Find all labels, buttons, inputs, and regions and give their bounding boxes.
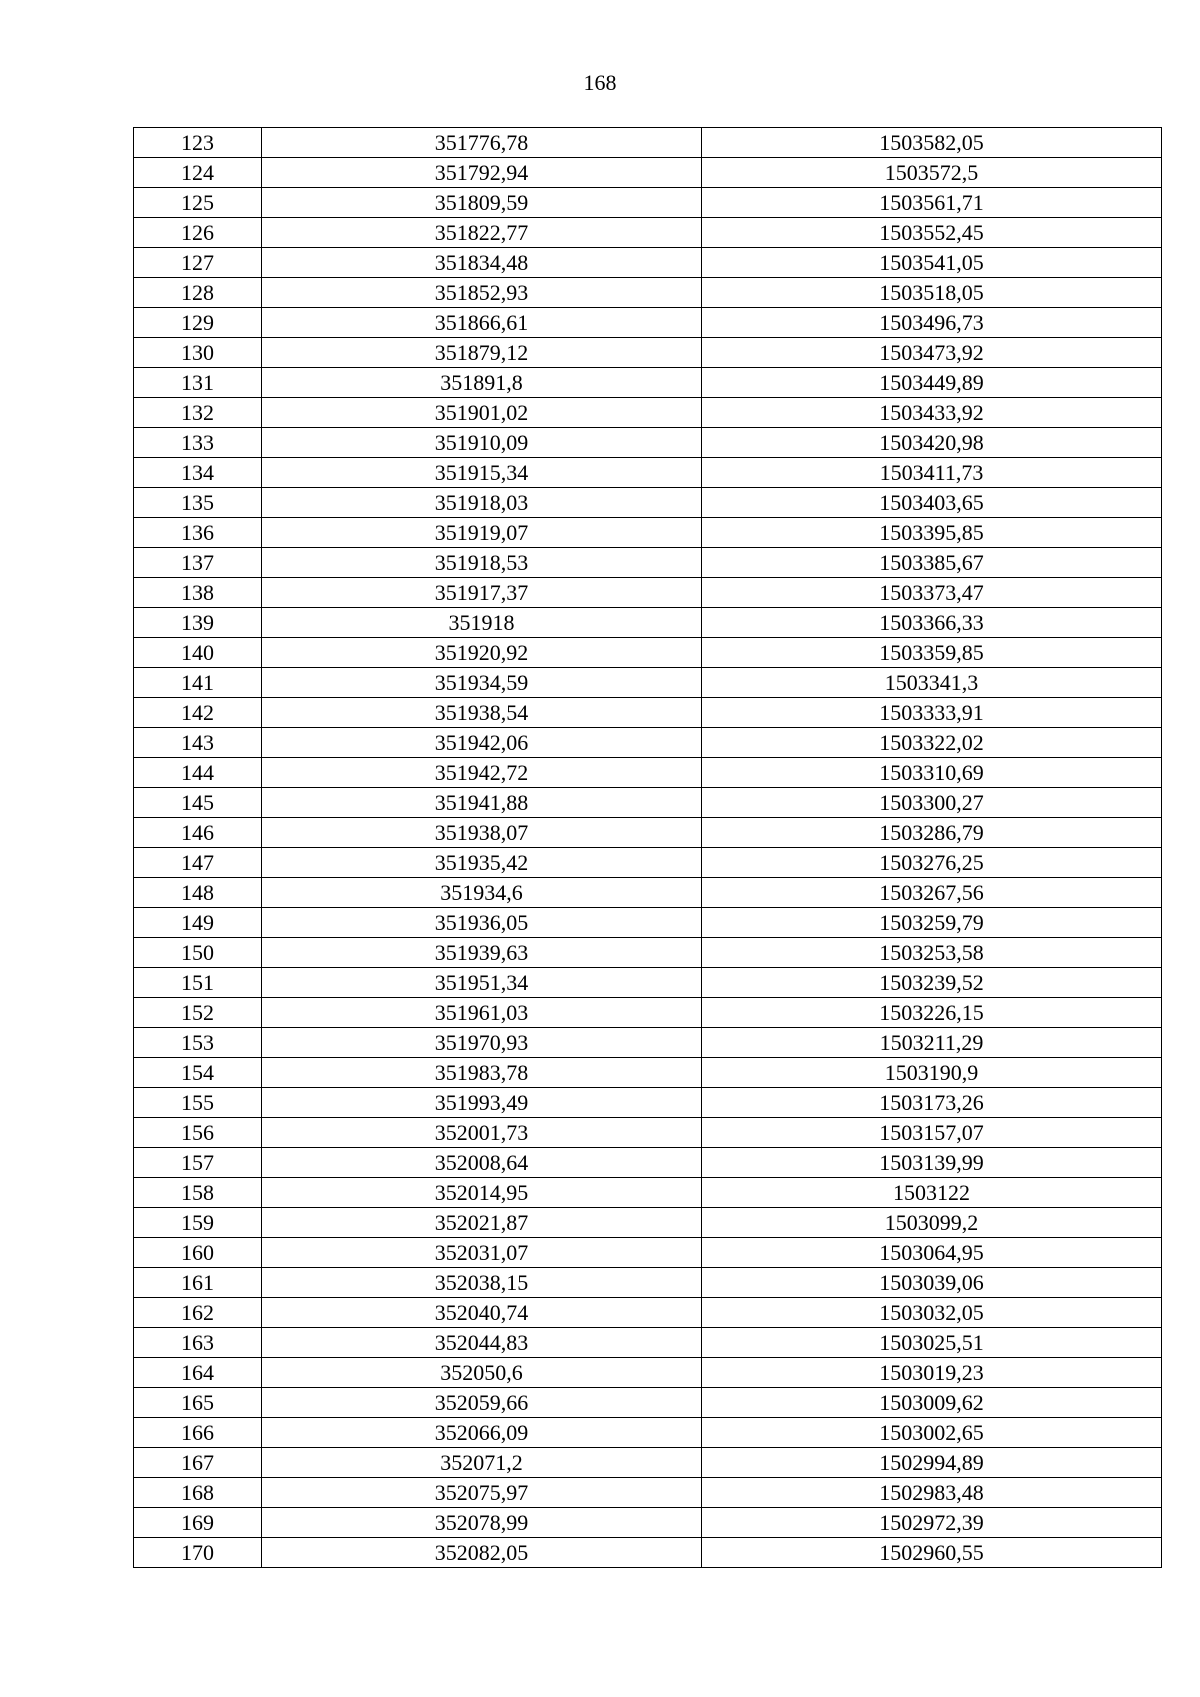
y-coordinate-cell: 1503157,07: [702, 1118, 1162, 1148]
y-coordinate-cell: 1503226,15: [702, 998, 1162, 1028]
y-coordinate-cell: 1503122: [702, 1178, 1162, 1208]
table-row: [134, 1418, 1162, 1448]
table-row: [134, 338, 1162, 368]
table-row: [134, 278, 1162, 308]
x-coordinate-cell: 352021,87: [262, 1208, 702, 1238]
table-row: [134, 668, 1162, 698]
point-number-cell: 150: [134, 938, 262, 968]
y-coordinate-cell: 1503139,99: [702, 1148, 1162, 1178]
point-number-cell: 138: [134, 578, 262, 608]
x-coordinate-cell: 351852,93: [262, 278, 702, 308]
y-coordinate-cell: 1503333,91: [702, 698, 1162, 728]
x-coordinate-cell: 352071,2: [262, 1448, 702, 1478]
table-row: [134, 1538, 1162, 1568]
x-coordinate-cell: 351776,78: [262, 128, 702, 158]
y-coordinate-cell: 1503300,27: [702, 788, 1162, 818]
x-coordinate-cell: 352038,15: [262, 1268, 702, 1298]
x-coordinate-cell: 352059,66: [262, 1388, 702, 1418]
x-coordinate-cell: 351918,53: [262, 548, 702, 578]
page-number: 168: [583, 70, 617, 95]
table-row: [134, 728, 1162, 758]
y-coordinate-cell: 1503009,62: [702, 1388, 1162, 1418]
table-row: [134, 158, 1162, 188]
table-row: [134, 1358, 1162, 1388]
x-coordinate-cell: 352050,6: [262, 1358, 702, 1388]
y-coordinate-cell: 1503473,92: [702, 338, 1162, 368]
y-coordinate-cell: 1503373,47: [702, 578, 1162, 608]
table-row: [134, 1328, 1162, 1358]
point-number-cell: 149: [134, 908, 262, 938]
point-number-cell: 129: [134, 308, 262, 338]
x-coordinate-cell: 351936,05: [262, 908, 702, 938]
x-coordinate-cell: 351942,72: [262, 758, 702, 788]
x-coordinate-cell: 351920,92: [262, 638, 702, 668]
point-number-cell: 167: [134, 1448, 262, 1478]
y-coordinate-cell: 1503173,26: [702, 1088, 1162, 1118]
x-coordinate-cell: 351961,03: [262, 998, 702, 1028]
x-coordinate-cell: 351834,48: [262, 248, 702, 278]
point-number-cell: 145: [134, 788, 262, 818]
x-coordinate-cell: 351918,03: [262, 488, 702, 518]
point-number-cell: 169: [134, 1508, 262, 1538]
point-number-cell: 135: [134, 488, 262, 518]
table-row: [134, 1508, 1162, 1538]
x-coordinate-cell: 351938,07: [262, 818, 702, 848]
y-coordinate-cell: 1503322,02: [702, 728, 1162, 758]
point-number-cell: 128: [134, 278, 262, 308]
point-number-cell: 123: [134, 128, 262, 158]
x-coordinate-cell: 351934,59: [262, 668, 702, 698]
point-number-cell: 156: [134, 1118, 262, 1148]
y-coordinate-cell: 1503582,05: [702, 128, 1162, 158]
table-row: [134, 758, 1162, 788]
table-row: [134, 368, 1162, 398]
point-number-cell: 139: [134, 608, 262, 638]
point-number-cell: 148: [134, 878, 262, 908]
x-coordinate-cell: 351822,77: [262, 218, 702, 248]
point-number-cell: 152: [134, 998, 262, 1028]
table-row: [134, 458, 1162, 488]
x-coordinate-cell: 352082,05: [262, 1538, 702, 1568]
x-coordinate-cell: 351938,54: [262, 698, 702, 728]
y-coordinate-cell: 1503039,06: [702, 1268, 1162, 1298]
x-coordinate-cell: 351935,42: [262, 848, 702, 878]
y-coordinate-cell: 1503276,25: [702, 848, 1162, 878]
x-coordinate-cell: 352075,97: [262, 1478, 702, 1508]
y-coordinate-cell: 1502983,48: [702, 1478, 1162, 1508]
point-number-cell: 161: [134, 1268, 262, 1298]
y-coordinate-cell: 1503433,92: [702, 398, 1162, 428]
y-coordinate-cell: 1503341,3: [702, 668, 1162, 698]
table-row: [134, 878, 1162, 908]
x-coordinate-cell: 352066,09: [262, 1418, 702, 1448]
x-coordinate-cell: 351879,12: [262, 338, 702, 368]
y-coordinate-cell: 1503064,95: [702, 1238, 1162, 1268]
table-row: [134, 1118, 1162, 1148]
point-number-cell: 154: [134, 1058, 262, 1088]
point-number-cell: 170: [134, 1538, 262, 1568]
table-row: [134, 1268, 1162, 1298]
table-row: [134, 1058, 1162, 1088]
point-number-cell: 144: [134, 758, 262, 788]
point-number-cell: 160: [134, 1238, 262, 1268]
y-coordinate-cell: 1502994,89: [702, 1448, 1162, 1478]
x-coordinate-cell: 351809,59: [262, 188, 702, 218]
y-coordinate-cell: 1503366,33: [702, 608, 1162, 638]
point-number-cell: 127: [134, 248, 262, 278]
point-number-cell: 166: [134, 1418, 262, 1448]
y-coordinate-cell: 1503359,85: [702, 638, 1162, 668]
point-number-cell: 140: [134, 638, 262, 668]
point-number-cell: 132: [134, 398, 262, 428]
table-row: [134, 638, 1162, 668]
x-coordinate-cell: 351901,02: [262, 398, 702, 428]
y-coordinate-cell: 1503449,89: [702, 368, 1162, 398]
x-coordinate-cell: 352031,07: [262, 1238, 702, 1268]
y-coordinate-cell: 1503411,73: [702, 458, 1162, 488]
x-coordinate-cell: 352001,73: [262, 1118, 702, 1148]
y-coordinate-cell: 1503019,23: [702, 1358, 1162, 1388]
point-number-cell: 165: [134, 1388, 262, 1418]
point-number-cell: 155: [134, 1088, 262, 1118]
y-coordinate-cell: 1503002,65: [702, 1418, 1162, 1448]
y-coordinate-cell: 1502972,39: [702, 1508, 1162, 1538]
y-coordinate-cell: 1503385,67: [702, 548, 1162, 578]
y-coordinate-cell: 1503518,05: [702, 278, 1162, 308]
y-coordinate-cell: 1503403,65: [702, 488, 1162, 518]
y-coordinate-cell: 1503099,2: [702, 1208, 1162, 1238]
y-coordinate-cell: 1503541,05: [702, 248, 1162, 278]
table-row: [134, 1208, 1162, 1238]
y-coordinate-cell: 1502960,55: [702, 1538, 1162, 1568]
table-row: [134, 908, 1162, 938]
point-number-cell: 157: [134, 1148, 262, 1178]
x-coordinate-cell: 351792,94: [262, 158, 702, 188]
point-number-cell: 130: [134, 338, 262, 368]
table-row: [134, 128, 1162, 158]
table-row: [134, 488, 1162, 518]
table-row: [134, 1028, 1162, 1058]
coordinates-table-body: [134, 128, 1162, 1568]
x-coordinate-cell: 351970,93: [262, 1028, 702, 1058]
table-row: [134, 548, 1162, 578]
point-number-cell: 124: [134, 158, 262, 188]
table-row: [134, 1178, 1162, 1208]
point-number-cell: 153: [134, 1028, 262, 1058]
y-coordinate-cell: 1503310,69: [702, 758, 1162, 788]
table-row: [134, 1088, 1162, 1118]
table-row: [134, 518, 1162, 548]
table-row: [134, 188, 1162, 218]
point-number-cell: 137: [134, 548, 262, 578]
table-row: [134, 218, 1162, 248]
x-coordinate-cell: 352044,83: [262, 1328, 702, 1358]
x-coordinate-cell: 351915,34: [262, 458, 702, 488]
x-coordinate-cell: 351918: [262, 608, 702, 638]
y-coordinate-cell: 1503496,73: [702, 308, 1162, 338]
y-coordinate-cell: 1503211,29: [702, 1028, 1162, 1058]
point-number-cell: 151: [134, 968, 262, 998]
x-coordinate-cell: 351866,61: [262, 308, 702, 338]
point-number-cell: 158: [134, 1178, 262, 1208]
table-row: [134, 998, 1162, 1028]
x-coordinate-cell: 351910,09: [262, 428, 702, 458]
point-number-cell: 164: [134, 1358, 262, 1388]
table-row: [134, 308, 1162, 338]
point-number-cell: 134: [134, 458, 262, 488]
y-coordinate-cell: 1503190,9: [702, 1058, 1162, 1088]
table-row: [134, 788, 1162, 818]
table-row: [134, 1388, 1162, 1418]
x-coordinate-cell: 351983,78: [262, 1058, 702, 1088]
x-coordinate-cell: 351919,07: [262, 518, 702, 548]
y-coordinate-cell: 1503239,52: [702, 968, 1162, 998]
point-number-cell: 142: [134, 698, 262, 728]
table-row: [134, 248, 1162, 278]
x-coordinate-cell: 351993,49: [262, 1088, 702, 1118]
table-row: [134, 848, 1162, 878]
table-row: [134, 1478, 1162, 1508]
point-number-cell: 131: [134, 368, 262, 398]
point-number-cell: 143: [134, 728, 262, 758]
x-coordinate-cell: 351891,8: [262, 368, 702, 398]
y-coordinate-cell: 1503032,05: [702, 1298, 1162, 1328]
table-row: [134, 1148, 1162, 1178]
table-row: [134, 1238, 1162, 1268]
x-coordinate-cell: 352040,74: [262, 1298, 702, 1328]
x-coordinate-cell: 352014,95: [262, 1178, 702, 1208]
x-coordinate-cell: 352078,99: [262, 1508, 702, 1538]
x-coordinate-cell: 351934,6: [262, 878, 702, 908]
point-number-cell: 159: [134, 1208, 262, 1238]
y-coordinate-cell: 1503552,45: [702, 218, 1162, 248]
table-row: [134, 1448, 1162, 1478]
x-coordinate-cell: 351917,37: [262, 578, 702, 608]
point-number-cell: 147: [134, 848, 262, 878]
y-coordinate-cell: 1503267,56: [702, 878, 1162, 908]
point-number-cell: 146: [134, 818, 262, 848]
table-row: [134, 398, 1162, 428]
point-number-cell: 162: [134, 1298, 262, 1328]
table-row: [134, 818, 1162, 848]
x-coordinate-cell: 351941,88: [262, 788, 702, 818]
table-row: [134, 938, 1162, 968]
y-coordinate-cell: 1503561,71: [702, 188, 1162, 218]
point-number-cell: 163: [134, 1328, 262, 1358]
table-row: [134, 578, 1162, 608]
x-coordinate-cell: 352008,64: [262, 1148, 702, 1178]
y-coordinate-cell: 1503395,85: [702, 518, 1162, 548]
table-row: [134, 1298, 1162, 1328]
y-coordinate-cell: 1503025,51: [702, 1328, 1162, 1358]
y-coordinate-cell: 1503286,79: [702, 818, 1162, 848]
point-number-cell: 168: [134, 1478, 262, 1508]
x-coordinate-cell: 351942,06: [262, 728, 702, 758]
point-number-cell: 133: [134, 428, 262, 458]
table-row: [134, 968, 1162, 998]
table-row: [134, 608, 1162, 638]
x-coordinate-cell: 351939,63: [262, 938, 702, 968]
x-coordinate-cell: 351951,34: [262, 968, 702, 998]
point-number-cell: 126: [134, 218, 262, 248]
point-number-cell: 141: [134, 668, 262, 698]
point-number-cell: 136: [134, 518, 262, 548]
table-row: [134, 428, 1162, 458]
y-coordinate-cell: 1503420,98: [702, 428, 1162, 458]
table-row: [134, 698, 1162, 728]
y-coordinate-cell: 1503572,5: [702, 158, 1162, 188]
coordinates-table: [133, 127, 1162, 1568]
y-coordinate-cell: 1503259,79: [702, 908, 1162, 938]
point-number-cell: 125: [134, 188, 262, 218]
y-coordinate-cell: 1503253,58: [702, 938, 1162, 968]
